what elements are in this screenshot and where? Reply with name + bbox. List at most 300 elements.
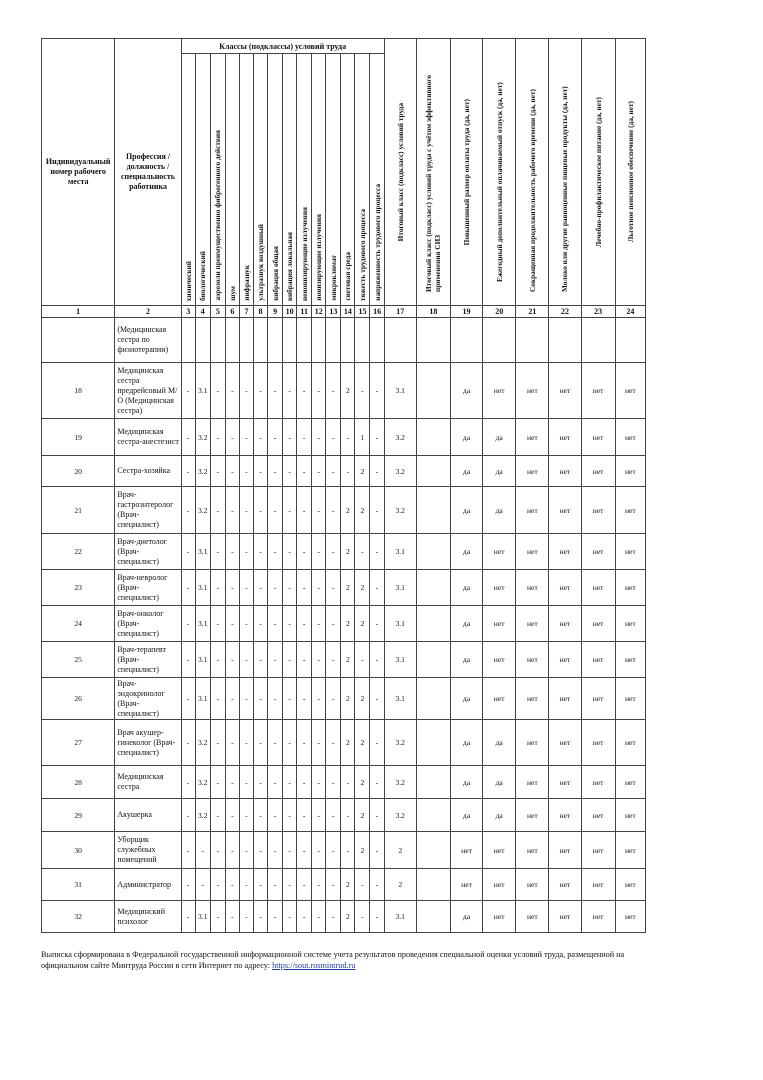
factor-class-cell: 3.1: [195, 363, 210, 419]
factor-class-cell: -: [297, 766, 312, 799]
header-col-17: Итоговый класс (подкласс) условий труда: [384, 39, 416, 306]
factor-header-15: тяжесть трудового процесса: [355, 54, 370, 306]
factor-class-cell: -: [312, 419, 326, 456]
factor-class-cell: -: [355, 534, 370, 570]
factor-class-cell: 3.2: [195, 419, 210, 456]
workplace-id: 27: [42, 720, 115, 766]
factor-class-cell: -: [326, 606, 341, 642]
factor-class-cell: -: [312, 832, 326, 869]
factor-class-cell: 3.2: [195, 720, 210, 766]
cell-leave: нет: [483, 678, 516, 720]
cell-pay: да: [450, 534, 482, 570]
factor-class-cell: -: [268, 869, 283, 901]
factor-class-cell: -: [210, 799, 225, 832]
factor-header-4: биологический: [195, 54, 210, 306]
factor-class-cell: -: [210, 642, 225, 678]
factor-class-cell: -: [283, 606, 297, 642]
cell-final: 3.1: [384, 534, 416, 570]
factor-class-cell: 3.1: [195, 606, 210, 642]
table-row: [42, 606, 646, 642]
factor-header-16: напряженность трудового процесса: [370, 54, 384, 306]
factor-class-cell: -: [283, 363, 297, 419]
table-body: [42, 318, 646, 933]
factor-class-cell: -: [297, 869, 312, 901]
cell-time: нет: [516, 606, 549, 642]
factor-class-cell: -: [225, 456, 239, 487]
cell-pay: да: [450, 901, 482, 933]
factor-class-cell: -: [326, 570, 341, 606]
factor-class-cell: 3.2: [195, 766, 210, 799]
column-number: 1: [42, 306, 115, 318]
factor-class-cell: 2: [341, 534, 355, 570]
factor-class-cell: -: [283, 720, 297, 766]
header-id: Индивидуальный номер рабочего места: [42, 39, 115, 306]
factor-class-cell: 2: [341, 720, 355, 766]
factor-class-cell: -: [181, 901, 195, 933]
factor-class-cell: 2: [355, 720, 370, 766]
cell-leave: да: [483, 456, 516, 487]
cell-siz: [416, 363, 450, 419]
factor-class-cell: -: [312, 720, 326, 766]
factor-class-cell: -: [239, 869, 253, 901]
cell-time: нет: [516, 642, 549, 678]
cell-pay: нет: [450, 832, 482, 869]
cell-final: 3.2: [384, 799, 416, 832]
factor-class-cell: -: [268, 766, 283, 799]
cell-food: нет: [581, 678, 615, 720]
factor-class-cell: -: [268, 534, 283, 570]
cell-time: нет: [516, 720, 549, 766]
factor-class-cell: -: [210, 720, 225, 766]
cell-pension: нет: [615, 419, 645, 456]
cell-time: нет: [516, 570, 549, 606]
factor-class-cell: -: [326, 419, 341, 456]
column-number: 22: [549, 306, 581, 318]
factor-class-cell: -: [326, 363, 341, 419]
factor-class-cell: -: [225, 419, 239, 456]
cell-pay: да: [450, 487, 482, 534]
cell-milk: нет: [549, 642, 581, 678]
factor-class-cell: -: [181, 534, 195, 570]
footer-link[interactable]: https://sout.rosmintrud.ru: [272, 961, 356, 970]
factor-class-cell: -: [297, 678, 312, 720]
factor-class-cell: -: [297, 456, 312, 487]
factor-class-cell: 2: [341, 901, 355, 933]
factor-class-cell: -: [370, 766, 384, 799]
cell-time: нет: [516, 487, 549, 534]
cell-time: нет: [516, 678, 549, 720]
cell-milk: нет: [549, 419, 581, 456]
cell-food: нет: [581, 832, 615, 869]
factor-class-cell: -: [341, 766, 355, 799]
cell-leave: нет: [483, 832, 516, 869]
cell-milk: нет: [549, 869, 581, 901]
cell-pension: нет: [615, 832, 645, 869]
factor-class-cell: -: [283, 570, 297, 606]
header-col-18: Итоговый класс (подкласс) условий труда с учётом эффективного применения СИЗ: [416, 39, 450, 306]
cell-leave: нет: [483, 869, 516, 901]
factor-header-12: ионизирующие излучения: [312, 54, 326, 306]
factor-class-cell: 3.1: [195, 678, 210, 720]
factor-class-cell: -: [370, 678, 384, 720]
cell-food: нет: [581, 799, 615, 832]
factor-class-cell: 2: [355, 456, 370, 487]
factor-class-cell: -: [253, 901, 267, 933]
factor-class-cell: -: [210, 487, 225, 534]
profession-cell: Медицинская сестра: [115, 766, 181, 799]
cell-milk: нет: [549, 606, 581, 642]
column-number: 24: [615, 306, 645, 318]
table-row: [42, 678, 646, 720]
sout-table: [41, 38, 646, 933]
profession-cell: Врач-диетолог (Врач-специалист): [115, 534, 181, 570]
factor-class-cell: -: [370, 720, 384, 766]
factor-class-cell: -: [239, 720, 253, 766]
cell-food: нет: [581, 456, 615, 487]
cell-food: нет: [581, 642, 615, 678]
factor-header-11: неионизирующие излучения: [297, 54, 312, 306]
cell-pay: да: [450, 363, 482, 419]
factor-class-cell: -: [268, 799, 283, 832]
cell-leave: да: [483, 799, 516, 832]
factor-class-cell: -: [297, 534, 312, 570]
cell-leave: нет: [483, 363, 516, 419]
cell-time: нет: [516, 766, 549, 799]
factor-class-cell: -: [355, 363, 370, 419]
cell-leave: нет: [483, 570, 516, 606]
cell-pension: нет: [615, 456, 645, 487]
factor-class-cell: -: [210, 570, 225, 606]
cell-siz: [416, 534, 450, 570]
cell-food: нет: [581, 720, 615, 766]
factor-class-cell: -: [283, 534, 297, 570]
cell-milk: нет: [549, 534, 581, 570]
factor-class-cell: -: [370, 901, 384, 933]
factor-class-cell: -: [181, 799, 195, 832]
factor-class-cell: -: [210, 606, 225, 642]
factor-class-cell: -: [239, 766, 253, 799]
cell-final: 3.1: [384, 678, 416, 720]
cell-pension: нет: [615, 766, 645, 799]
factor-class-cell: -: [181, 419, 195, 456]
factor-class-cell: -: [283, 456, 297, 487]
factor-class-cell: -: [253, 570, 267, 606]
table-row: [42, 487, 646, 534]
factor-class-cell: 2: [341, 487, 355, 534]
factor-class-cell: -: [268, 363, 283, 419]
cell-time: нет: [516, 799, 549, 832]
cell-leave: нет: [483, 642, 516, 678]
workplace-id: 31: [42, 869, 115, 901]
workplace-id: 26: [42, 678, 115, 720]
factor-class-cell: -: [210, 363, 225, 419]
cell-pay: да: [450, 766, 482, 799]
cell-siz: [416, 901, 450, 933]
factor-class-cell: -: [225, 832, 239, 869]
column-number: 18: [416, 306, 450, 318]
header-col-24: Льготное пенсионное обеспечение (да, нет): [615, 39, 645, 306]
header-classes-group: Классы (подклассы) условий труда: [181, 39, 384, 54]
continuation-profession: (Медицинская сестра по физиотерапии): [115, 318, 181, 363]
factor-class-cell: -: [297, 606, 312, 642]
cell-time: нет: [516, 869, 549, 901]
workplace-id: 25: [42, 642, 115, 678]
factor-class-cell: -: [326, 720, 341, 766]
factor-header-6: шум: [225, 54, 239, 306]
cell-pension: нет: [615, 901, 645, 933]
cell-milk: нет: [549, 570, 581, 606]
factor-class-cell: 1: [355, 419, 370, 456]
column-number: 8: [253, 306, 267, 318]
footer-text: Выписка сформирована в Федеральной государственной информационной системе учета результатов проведения специальной оценки условий труда, размещенной на официальном сайте Минтруда России в сети Интернет по адресу:: [41, 950, 625, 970]
cell-final: 3.2: [384, 419, 416, 456]
factor-class-cell: -: [370, 534, 384, 570]
factor-class-cell: -: [239, 642, 253, 678]
cell-milk: нет: [549, 832, 581, 869]
column-number: 20: [483, 306, 516, 318]
table-row: [42, 642, 646, 678]
cell-final: 3.1: [384, 363, 416, 419]
footer-note: [41, 949, 651, 971]
factor-class-cell: -: [312, 642, 326, 678]
header-col-21: Сокращенная продолжительность рабочего времени (да, нет): [516, 39, 549, 306]
factor-class-cell: -: [210, 419, 225, 456]
factor-class-cell: -: [370, 487, 384, 534]
cell-pay: нет: [450, 869, 482, 901]
factor-class-cell: -: [312, 799, 326, 832]
factor-class-cell: 3.1: [195, 570, 210, 606]
cell-food: нет: [581, 419, 615, 456]
factor-class-cell: -: [312, 606, 326, 642]
factor-class-cell: -: [181, 720, 195, 766]
cell-final: 3.1: [384, 606, 416, 642]
cell-time: нет: [516, 832, 549, 869]
workplace-id: 22: [42, 534, 115, 570]
factor-header-3: химический: [181, 54, 195, 306]
factor-class-cell: -: [239, 363, 253, 419]
factor-class-cell: -: [225, 799, 239, 832]
factor-class-cell: 2: [355, 799, 370, 832]
profession-cell: Врач-невролог (Врач-специалист): [115, 570, 181, 606]
factor-class-cell: -: [283, 642, 297, 678]
factor-class-cell: 3.1: [195, 534, 210, 570]
factor-class-cell: -: [253, 720, 267, 766]
profession-cell: Сестра-хозяйка: [115, 456, 181, 487]
profession-cell: Медицинская сестра предрейсовый М/О (Медицинская сестра): [115, 363, 181, 419]
factor-class-cell: -: [239, 570, 253, 606]
factor-class-cell: -: [268, 832, 283, 869]
workplace-id: 24: [42, 606, 115, 642]
factor-class-cell: -: [225, 534, 239, 570]
factor-class-cell: -: [268, 678, 283, 720]
continuation-row: [42, 318, 646, 363]
column-number-row: [42, 306, 646, 318]
profession-cell: Врач-терапевт (Врач-специалист): [115, 642, 181, 678]
table-row: [42, 720, 646, 766]
cell-siz: [416, 869, 450, 901]
factor-class-cell: -: [370, 869, 384, 901]
factor-class-cell: -: [312, 487, 326, 534]
factor-class-cell: -: [239, 487, 253, 534]
factor-class-cell: -: [326, 901, 341, 933]
factor-class-cell: 2: [355, 487, 370, 534]
cell-pay: да: [450, 456, 482, 487]
factor-class-cell: -: [268, 419, 283, 456]
cell-pension: нет: [615, 869, 645, 901]
factor-class-cell: -: [268, 720, 283, 766]
column-number: 2: [115, 306, 181, 318]
factor-class-cell: -: [297, 570, 312, 606]
factor-class-cell: -: [253, 456, 267, 487]
factor-class-cell: 2: [355, 832, 370, 869]
factor-class-cell: -: [355, 901, 370, 933]
factor-class-cell: -: [341, 832, 355, 869]
factor-class-cell: -: [181, 869, 195, 901]
profession-cell: Медицинская сестра-анестезист: [115, 419, 181, 456]
factor-class-cell: -: [210, 678, 225, 720]
factor-class-cell: -: [283, 869, 297, 901]
cell-final: 3.1: [384, 570, 416, 606]
factor-class-cell: -: [268, 606, 283, 642]
cell-time: нет: [516, 534, 549, 570]
column-number: 19: [450, 306, 482, 318]
factor-class-cell: -: [326, 487, 341, 534]
cell-leave: да: [483, 766, 516, 799]
cell-pay: да: [450, 720, 482, 766]
profession-cell: Врач-онколог (Врач-специалист): [115, 606, 181, 642]
header-col-19: Повышенный размер оплаты труда (да, нет): [450, 39, 482, 306]
table-row: [42, 534, 646, 570]
factor-class-cell: -: [326, 456, 341, 487]
factor-class-cell: -: [268, 570, 283, 606]
factor-class-cell: -: [253, 799, 267, 832]
cell-siz: [416, 720, 450, 766]
table-row: [42, 419, 646, 456]
factor-class-cell: -: [326, 534, 341, 570]
factor-class-cell: -: [210, 832, 225, 869]
workplace-id: 19: [42, 419, 115, 456]
column-number: 4: [195, 306, 210, 318]
factor-class-cell: -: [312, 570, 326, 606]
workplace-id: 20: [42, 456, 115, 487]
cell-final: 2: [384, 832, 416, 869]
table-row: [42, 363, 646, 419]
cell-food: нет: [581, 869, 615, 901]
cell-milk: нет: [549, 720, 581, 766]
factor-class-cell: -: [326, 799, 341, 832]
column-number: 6: [225, 306, 239, 318]
cell-pay: да: [450, 606, 482, 642]
factor-class-cell: -: [253, 606, 267, 642]
factor-class-cell: 2: [341, 363, 355, 419]
cell-siz: [416, 487, 450, 534]
profession-cell: Уборщик служебных помещений: [115, 832, 181, 869]
cell-milk: нет: [549, 901, 581, 933]
cell-final: 3.1: [384, 901, 416, 933]
factor-class-cell: -: [312, 678, 326, 720]
cell-food: нет: [581, 766, 615, 799]
cell-pension: нет: [615, 534, 645, 570]
factor-class-cell: -: [370, 363, 384, 419]
factor-class-cell: -: [312, 901, 326, 933]
cell-siz: [416, 832, 450, 869]
cell-final: 3.2: [384, 766, 416, 799]
profession-cell: Врач-гастроэнтеролог (Врач-специалист): [115, 487, 181, 534]
column-number: 10: [283, 306, 297, 318]
cell-food: нет: [581, 570, 615, 606]
cell-final: 3.2: [384, 720, 416, 766]
factor-class-cell: -: [225, 570, 239, 606]
factor-class-cell: -: [268, 456, 283, 487]
cell-leave: нет: [483, 534, 516, 570]
factor-class-cell: -: [181, 642, 195, 678]
workplace-id: 18: [42, 363, 115, 419]
factor-class-cell: -: [326, 642, 341, 678]
factor-class-cell: -: [312, 363, 326, 419]
factor-class-cell: -: [181, 363, 195, 419]
workplace-id: 23: [42, 570, 115, 606]
factor-class-cell: -: [297, 487, 312, 534]
cell-leave: нет: [483, 606, 516, 642]
column-number: 21: [516, 306, 549, 318]
factor-class-cell: -: [210, 901, 225, 933]
factor-class-cell: -: [239, 832, 253, 869]
factor-class-cell: -: [312, 456, 326, 487]
factor-class-cell: -: [181, 570, 195, 606]
factor-class-cell: -: [239, 678, 253, 720]
header-profession: Профессия / должность / специальность работника: [115, 39, 181, 306]
factor-class-cell: -: [253, 642, 267, 678]
factor-class-cell: -: [181, 456, 195, 487]
factor-class-cell: -: [225, 642, 239, 678]
factor-class-cell: -: [355, 869, 370, 901]
cell-final: 3.1: [384, 642, 416, 678]
factor-class-cell: -: [225, 363, 239, 419]
cell-siz: [416, 799, 450, 832]
factor-class-cell: -: [312, 534, 326, 570]
factor-class-cell: -: [370, 606, 384, 642]
cell-siz: [416, 606, 450, 642]
cell-siz: [416, 456, 450, 487]
column-number: 17: [384, 306, 416, 318]
profession-cell: Врач-эндокринолог (Врач-специалист): [115, 678, 181, 720]
cell-food: нет: [581, 363, 615, 419]
factor-class-cell: -: [253, 869, 267, 901]
cell-final: 3.2: [384, 456, 416, 487]
cell-final: 2: [384, 869, 416, 901]
factor-class-cell: -: [297, 363, 312, 419]
column-number: 11: [297, 306, 312, 318]
table-row: [42, 570, 646, 606]
cell-siz: [416, 570, 450, 606]
column-number: 13: [326, 306, 341, 318]
table-row: [42, 901, 646, 933]
profession-cell: Акушерка: [115, 799, 181, 832]
cell-final: 3.2: [384, 487, 416, 534]
factor-class-cell: -: [195, 832, 210, 869]
header-col-20: Ежегодный дополнительный оплачиваемый отпуск (да, нет): [483, 39, 516, 306]
factor-class-cell: 3.1: [195, 901, 210, 933]
factor-class-cell: 2: [355, 570, 370, 606]
factor-class-cell: -: [181, 606, 195, 642]
factor-class-cell: -: [181, 832, 195, 869]
cell-siz: [416, 678, 450, 720]
factor-class-cell: -: [210, 456, 225, 487]
factor-class-cell: -: [239, 534, 253, 570]
table-row: [42, 456, 646, 487]
factor-class-cell: -: [370, 642, 384, 678]
factor-class-cell: -: [210, 766, 225, 799]
